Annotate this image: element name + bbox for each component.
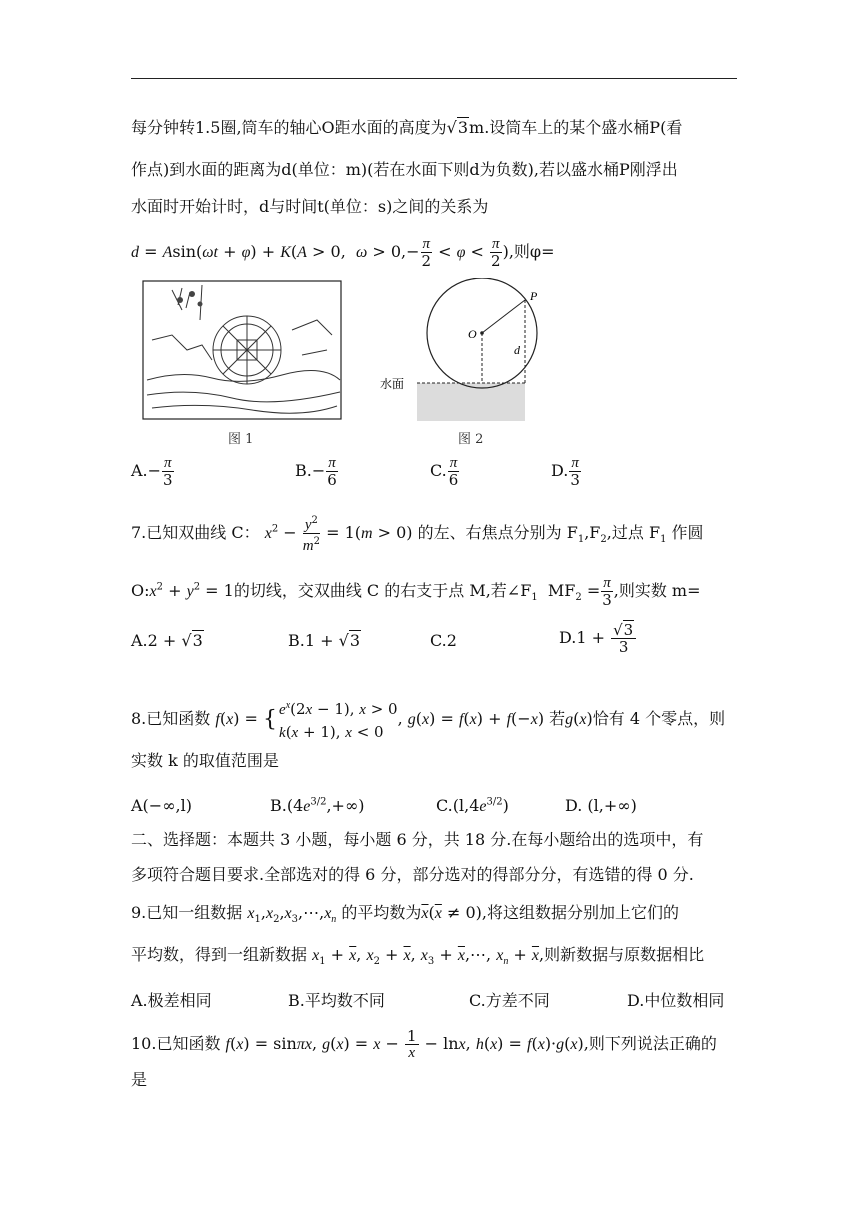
q6-option-a[interactable]: A.− $\frac{\pi}{3}$ xyxy=(131,455,173,489)
problem-6-line-3: 水面时开始计时，d与时间t(单位：s)之间的关系为 xyxy=(131,197,489,216)
q9-option-a[interactable]: A.极差相同 xyxy=(131,991,212,1010)
q7-line-2: $O:x^2 + y^2 = 1$的切线，交双曲线 C 的右支于点 M,若$\angle F_1$ $MF_2$ = $\frac{\pi}{3}$ ,则实数 m= xyxy=(131,575,701,609)
label-P: P xyxy=(530,289,538,303)
q8-option-c[interactable]: $C.(l,4e^{3/2})$ xyxy=(436,796,509,815)
label-O: O xyxy=(468,327,477,341)
q7-option-b[interactable]: B.1 + √3 xyxy=(288,631,360,650)
section-2-line-2: 多项符合题目要求.全部选对的得 6 分，部分选对的得部分分，有选错的得 0 分. xyxy=(131,865,694,884)
q7-option-d[interactable]: D.1 + $\frac{√3}{3}$ xyxy=(559,622,637,655)
q7-option-c[interactable]: C.2 xyxy=(430,631,457,650)
q8-option-a[interactable]: A(−∞,l) xyxy=(131,796,192,815)
q6-option-c[interactable]: C. $\frac{\pi}{6}$ xyxy=(430,455,459,489)
q10-line-2: 是 xyxy=(131,1070,148,1089)
water-surface-label: 水面 xyxy=(380,377,405,391)
q6-option-b[interactable]: B.− $\frac{\pi}{6}$ xyxy=(295,455,337,489)
q9-line-1: 9.已知一组数据 $x_1,x_2,x_3,\cdots,x_n$ 的平均数为$\overline{x}(\overline{x} \ne 0)$,将这组数据分别加上它们的 xyxy=(131,903,679,926)
q10-line-1: 10.已知函数 f(x) = sinπx, g(x) = x − $\frac{1}{x}$ − lnx, h(x) = f(x)·g(x),则下列说法正确的 xyxy=(131,1027,717,1061)
header-rule xyxy=(131,78,737,79)
q8-line-1: 8.已知函数 f(x) = { $e^x(2x - 1)$, x > 0 k(x + 1), x < 0 , g(x) = f(x) + f(−x) 若g(x)恰有 4 个零点，则 xyxy=(131,700,726,741)
label-d: d xyxy=(514,343,520,357)
q7-option-a[interactable]: A.2 + √3 xyxy=(131,631,203,650)
section-2-line-1: 二、选择题：本题共 3 小题，每小题 6 分，共 18 分.在每小题给出的选项中，有 xyxy=(131,830,704,849)
q9-option-b[interactable]: B.平均数不同 xyxy=(288,991,385,1010)
problem-6-line-1: 每分钟转1.5圈,筒车的轴心O距水面的高度为√3m.设筒车上的某个盛水桶P(看 xyxy=(131,118,683,137)
q6-option-d[interactable]: D. $\frac{\pi}{3}$ xyxy=(551,455,580,489)
figure-1-caption: 图 1 xyxy=(228,432,254,447)
q9-option-c[interactable]: C.方差不同 xyxy=(469,991,550,1010)
q8-option-d[interactable]: D. (l,+∞) xyxy=(565,796,637,815)
circle-diagram xyxy=(372,278,552,423)
q8-option-b[interactable]: $B.(4e^{3/2},+\infty)$ xyxy=(270,796,365,815)
figure-2-caption: 图 2 xyxy=(458,432,484,447)
problem-6-formula: d = Asin(ωt + φ) + K(A > 0, ω > 0,− $\frac{\pi}{2}$ < φ < $\frac{\pi}{2}$ ),则φ= xyxy=(131,236,555,270)
q9-line-2: 平均数，得到一组新数据 $x_1 + \overline{x}$, $x_2 + \overline{x}$, $x_3$ + $\overline{x},\cdots$, $x_n + \overline{x}$,则新数据与原数据相比 xyxy=(131,945,705,968)
q9-option-d[interactable]: D.中位数相同 xyxy=(627,991,725,1010)
q8-line-2: 实数 k 的取值范围是 xyxy=(131,751,279,770)
q7-line-1: 7.已知双曲线 C： $x^2$ − $\frac{y^2}{m^2}$ = 1(m > 0) 的左、右焦点分别为 $F_1,F_2$,过点 $F_1$ 作圆 xyxy=(131,515,704,554)
waterwheel-illustration xyxy=(142,280,342,420)
sqrt-3: √3 xyxy=(446,118,469,137)
problem-6-line-2: 作点)到水面的距离为d(单位：m)(若在水面下则d为负数),若以盛水桶P刚浮出 xyxy=(131,160,678,179)
